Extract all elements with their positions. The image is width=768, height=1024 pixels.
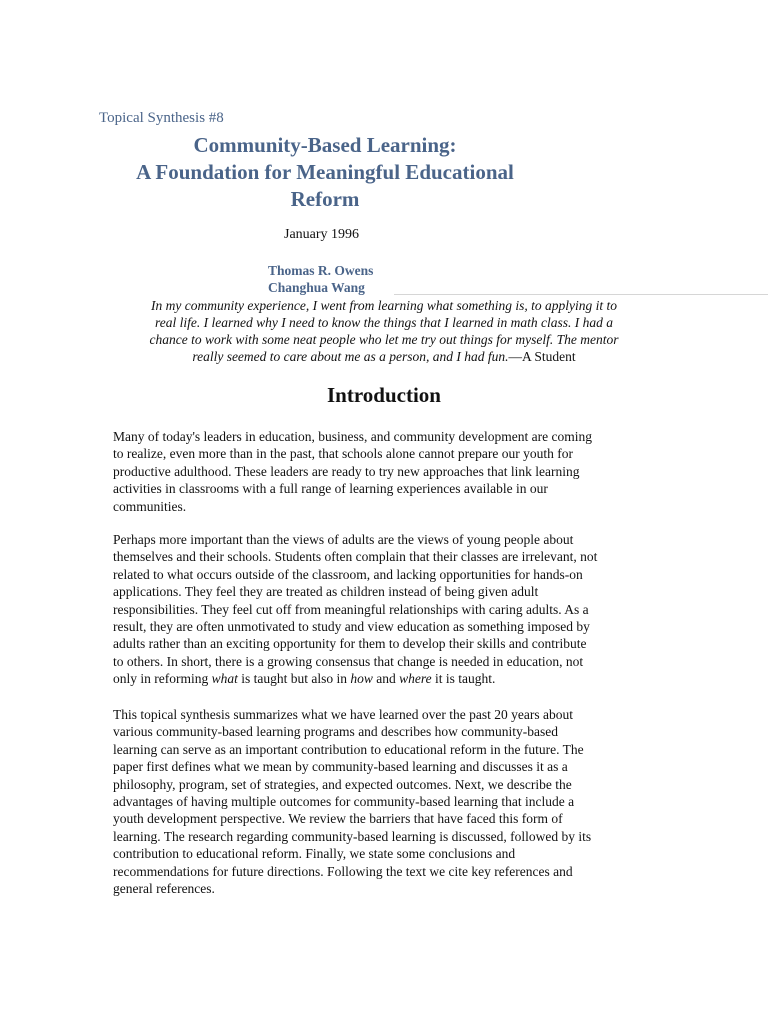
paragraph-2 bbox=[113, 531, 673, 688]
author-name: Changhua Wang bbox=[268, 280, 365, 295]
quote-line: real life. I learned why I need to know the things that I learned in math class. I had a bbox=[154, 315, 614, 330]
title-line: Community-Based Learning: bbox=[193, 133, 457, 157]
paragraph-line: youth development perspective. We review the barriers that have faced this form of bbox=[113, 811, 563, 827]
paragraph-3 bbox=[113, 706, 673, 897]
horizontal-divider bbox=[394, 294, 768, 295]
student-quote bbox=[110, 297, 658, 365]
paragraph-line: adults rather than an exciting opportunity for them to develop their skills and contribute bbox=[113, 636, 587, 652]
paragraph-line: result, they are often unmotivated to study and view education as something imposed by bbox=[113, 619, 590, 635]
paragraph-line: themselves and their schools. Students often complain that their classes are irrelevant, not bbox=[113, 549, 598, 565]
paragraph-line: recommendations for future directions. Following the text we cite key references and bbox=[113, 863, 573, 879]
paragraph-line: paper first defines what we mean by community-based learning and discusses it as a bbox=[113, 759, 568, 775]
paragraph-line: contribution to educational reform. Finally, we state some conclusions and bbox=[113, 846, 516, 862]
paragraph-line: communities. bbox=[113, 498, 187, 514]
quote-attribution: —A Student bbox=[508, 349, 576, 364]
quote-line: chance to work with some neat people who let me try out things for myself. The mentor bbox=[149, 332, 619, 347]
series-label: Topical Synthesis #8 bbox=[99, 110, 224, 126]
paragraph-line: This topical synthesis summarizes what we have learned over the past 20 years about bbox=[113, 707, 573, 722]
paragraph-line: to others. In short, there is a growing consensus that change is needed in education, not bbox=[113, 653, 584, 669]
paragraph-line: Many of today's leaders in education, business, and community development are coming bbox=[113, 429, 592, 444]
paragraph-1 bbox=[113, 428, 673, 515]
paragraph-line: productive adulthood. These leaders are ready to try new approaches that link learning bbox=[113, 463, 580, 479]
paragraph-line: various community-based learning programs and describes how community-based bbox=[113, 724, 559, 740]
paragraph-line: activities in classrooms with a full range of learning experiences available in our bbox=[113, 481, 548, 497]
document-title bbox=[100, 132, 550, 213]
paragraph-line: advantages of having multiple outcomes for community-based learning that include a bbox=[113, 794, 575, 810]
paragraph-line: philosophy, program, set of strategies, and expected outcomes. Next, we describe the bbox=[113, 776, 572, 792]
paragraph-line: learning. The research regarding community-based learning is discussed, followed by its bbox=[113, 828, 592, 844]
section-heading: Introduction bbox=[327, 383, 441, 407]
author-list bbox=[268, 262, 373, 296]
paragraph-line: general references. bbox=[113, 881, 215, 897]
paragraph-line: learning can serve as an important contribution to educational reform in the future. The bbox=[113, 741, 584, 757]
paragraph-line: responsibilities. They feel cut off from meaningful relationships with caring adults. As a bbox=[113, 601, 589, 617]
quote-line: really seemed to care about me as a person, and I had fun.—A Student bbox=[192, 349, 576, 364]
paragraph-line: related to what occurs outside of the classroom, and lacking opportunities for hands-on bbox=[113, 566, 583, 582]
paragraph-line: Perhaps more important than the views of adults are the views of young people about bbox=[113, 532, 574, 547]
publication-date: January 1996 bbox=[284, 227, 360, 242]
title-line: Reform bbox=[290, 187, 360, 211]
author-name: Thomas R. Owens bbox=[268, 263, 374, 278]
quote-line: In my community experience, I went from learning what something is, to applying it to bbox=[151, 298, 617, 313]
paragraph-line: applications. They feel they are treated as children instead of being given adult bbox=[113, 584, 539, 600]
title-line: A Foundation for Meaningful Educational bbox=[136, 160, 514, 184]
paragraph-line: only in reforming what is taught but also in how and where it is taught. bbox=[113, 671, 496, 687]
paragraph-line: to realize, even more than in the past, that schools alone cannot prepare our youth for bbox=[113, 446, 573, 462]
